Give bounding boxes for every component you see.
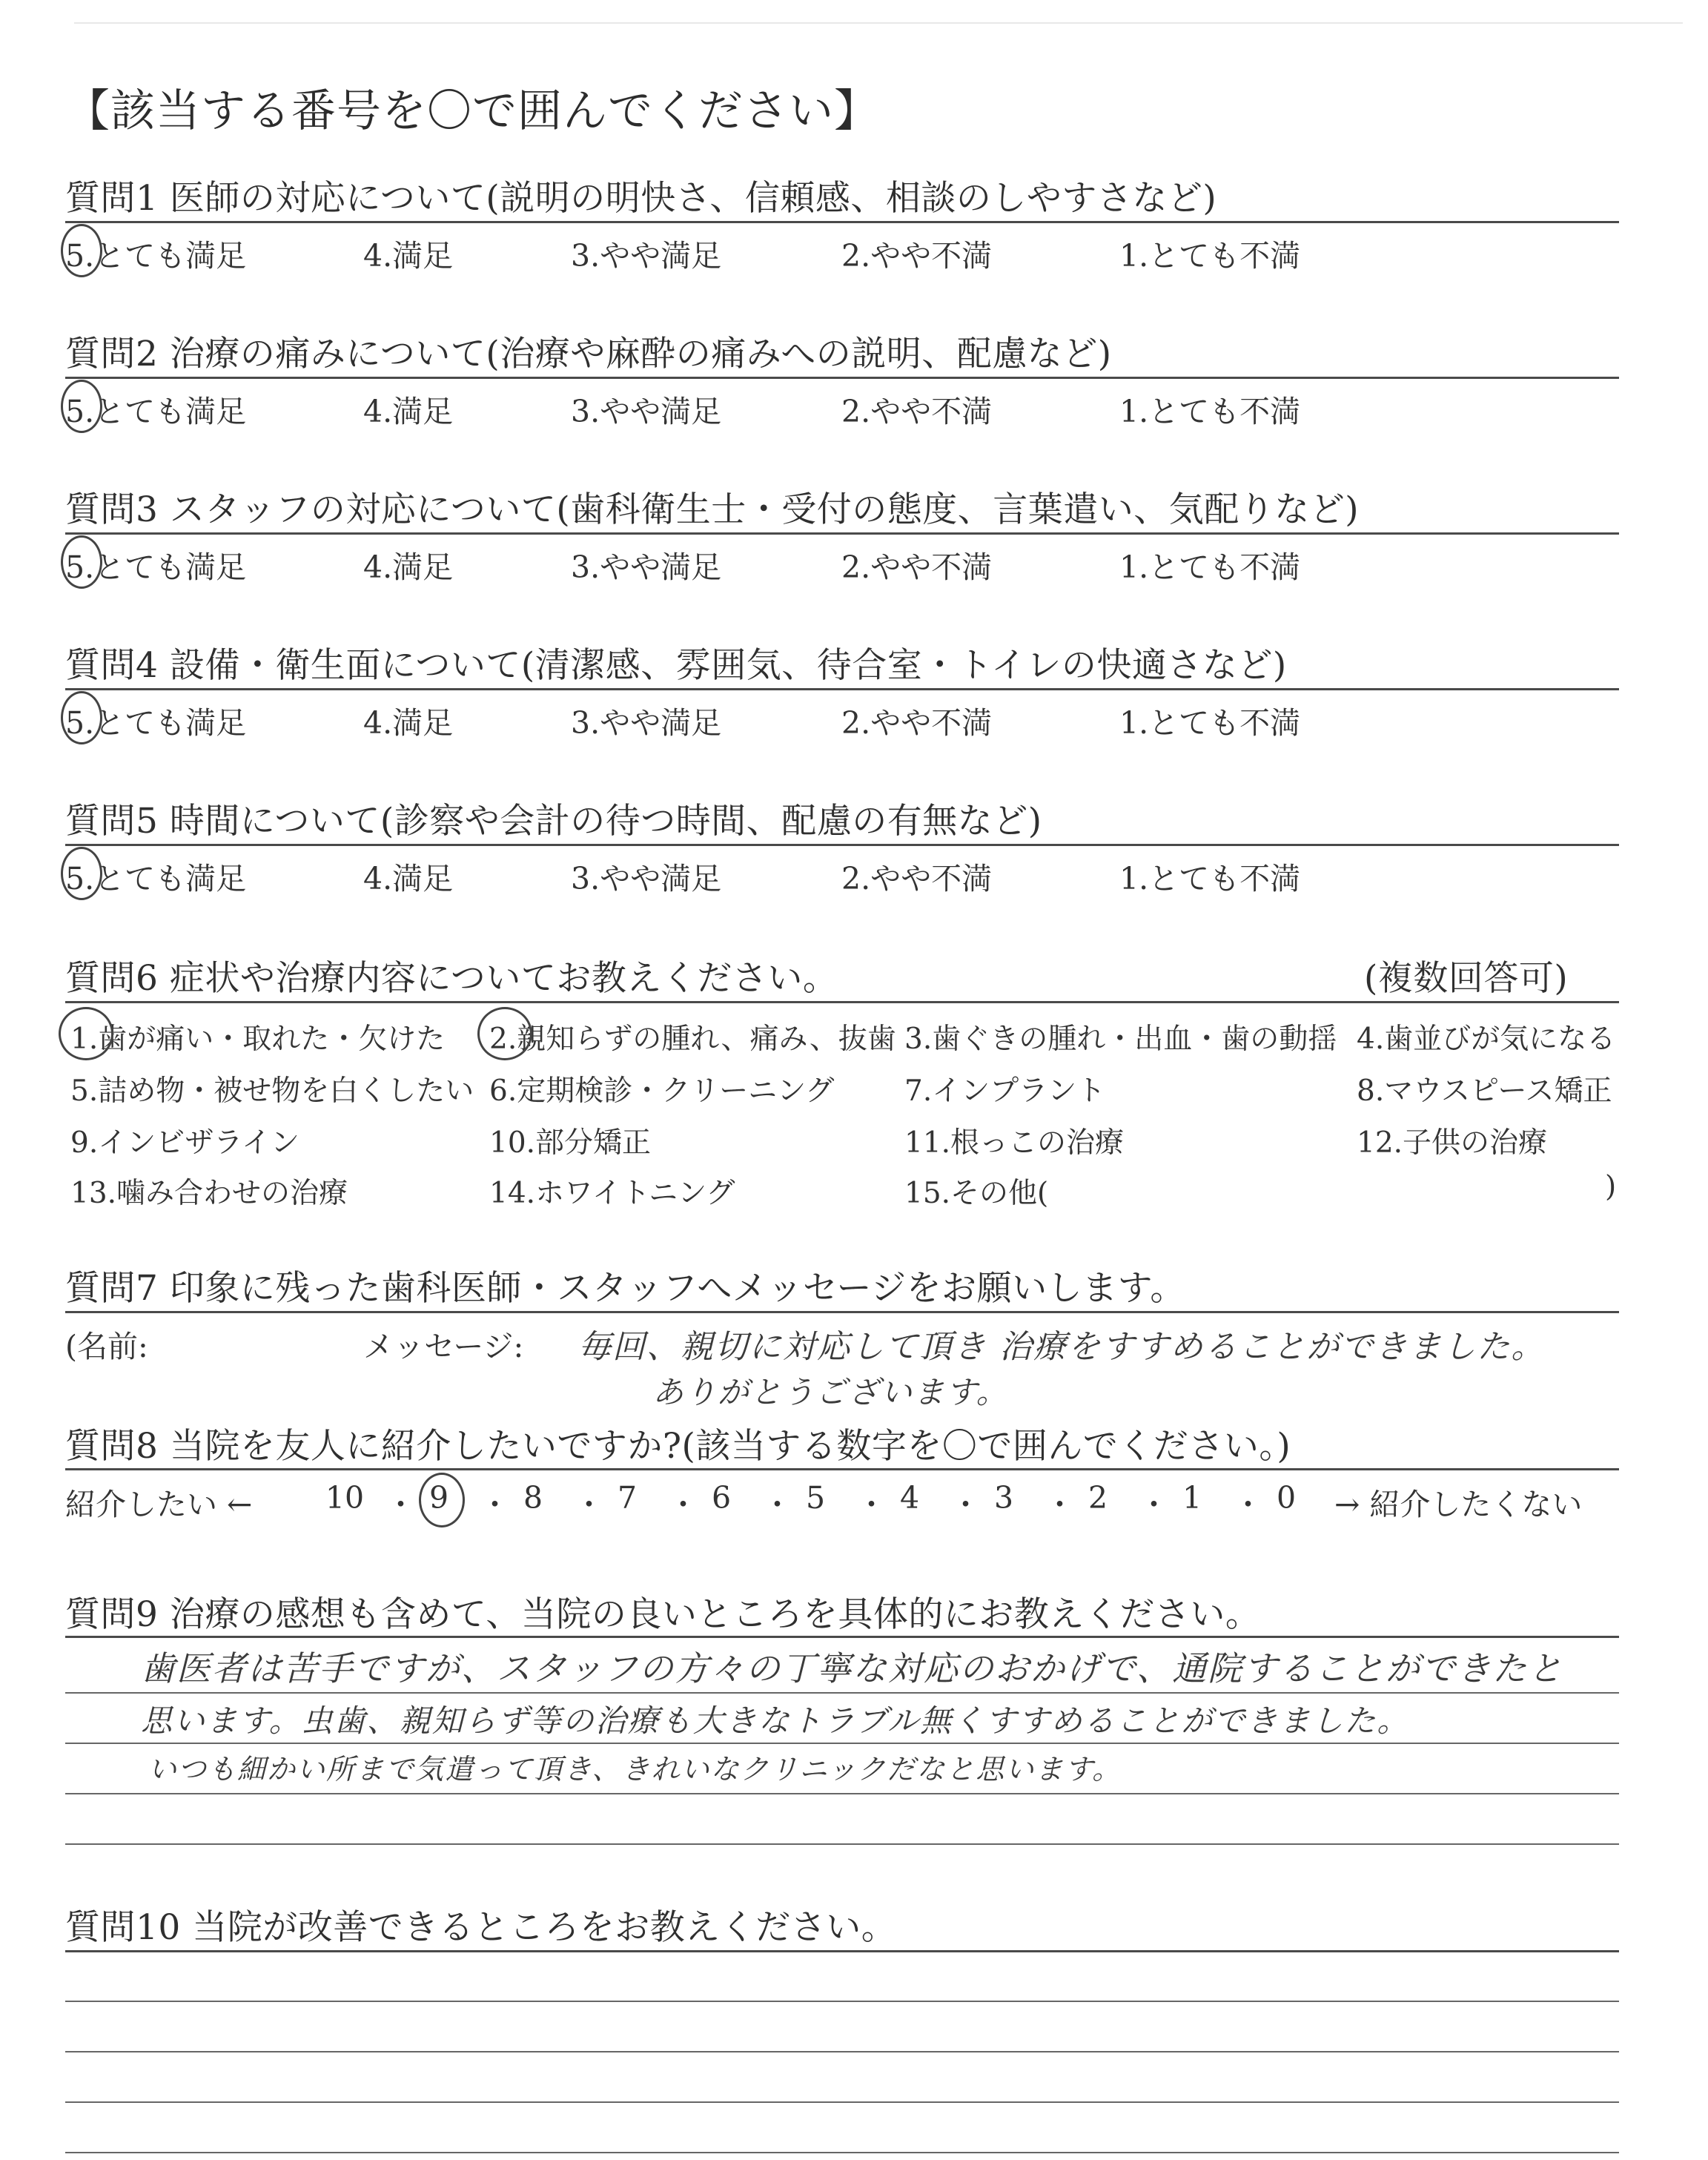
q9-title: 質問9 治療の感想も含めて、当院の良いところを具体的にお教えください。	[65, 1594, 1261, 1635]
q8-scale-separator: ・	[762, 1487, 792, 1522]
q7-title: 質問7 印象に残った歯科医師・スタッフへメッセージをお願いします。	[65, 1268, 1185, 1309]
q2-option-3[interactable]: 3.やや満足	[571, 394, 722, 429]
q6-option-6[interactable]: 6.定期検診・クリーニング	[489, 1074, 835, 1108]
q1-option-4[interactable]: 4.満足	[363, 238, 454, 274]
q7-name-label: (名前:	[65, 1329, 148, 1364]
q5-title: 質問5 時間について(診察や会計の待つ時間、配慮の有無など)	[65, 801, 1042, 842]
q8-left-label: 紹介したい ←	[65, 1487, 253, 1522]
q4-rule	[65, 688, 1619, 690]
q5-rule	[65, 844, 1619, 846]
q4-option-1[interactable]: 1.とても不満	[1119, 705, 1301, 741]
q6-selected-circle-2	[477, 1007, 532, 1060]
q5-option-2[interactable]: 2.やや不満	[841, 861, 993, 896]
q6-option-2[interactable]: 2.親知らずの腫れ、痛み、抜歯	[489, 1023, 896, 1056]
q8-scale-8[interactable]: 8	[523, 1480, 543, 1516]
q6-note: (複数回答可)	[1364, 958, 1569, 999]
q6-option-9[interactable]: 9.インビザライン	[70, 1126, 300, 1160]
q10-rule-1	[65, 2001, 1619, 2002]
q3-title: 質問3 スタッフの対応について(歯科衛生士・受付の態度、言葉遣い、気配りなど)	[65, 489, 1360, 530]
q2-title: 質問2 治療の痛みについて(治療や麻酔の痛みへの説明、配慮など)	[65, 334, 1112, 374]
q8-title: 質問8 当院を友人に紹介したいですか?(該当する数字を〇で囲んでください。)	[65, 1426, 1291, 1467]
q9-rule-0	[65, 1636, 1619, 1638]
q3-rule	[65, 532, 1619, 535]
q6-option-16[interactable]: )	[1605, 1170, 1617, 1203]
q1-rule	[65, 221, 1619, 223]
q8-scale-5[interactable]: 5	[805, 1480, 826, 1516]
q3-selected-circle	[61, 535, 102, 589]
q4-option-4[interactable]: 4.満足	[363, 705, 454, 741]
q8-scale-separator: ・	[1139, 1487, 1169, 1522]
q5-selected-circle	[61, 847, 102, 900]
q8-scale-separator: ・	[1233, 1487, 1263, 1522]
q10-rule-3	[65, 2101, 1619, 2103]
q2-option-5[interactable]: 5.とても満足	[65, 394, 247, 429]
q9-answer-line-2: 思います。虫歯、親知らず等の治療も大きなトラブル無くすすめることができました。	[141, 1702, 1410, 1739]
q5-option-1[interactable]: 1.とても不満	[1119, 861, 1301, 896]
q3-option-5[interactable]: 5.とても満足	[65, 549, 247, 585]
q2-option-1[interactable]: 1.とても不満	[1119, 394, 1301, 429]
q7-rule	[65, 1311, 1619, 1313]
q6-option-10[interactable]: 10.部分矯正	[489, 1126, 652, 1160]
q3-option-3[interactable]: 3.やや満足	[571, 549, 722, 585]
q6-option-8[interactable]: 8.マウスピース矯正	[1357, 1074, 1612, 1108]
q1-title: 質問1 医師の対応について(説明の明快さ、信頼感、相談のしやすさなど)	[65, 178, 1217, 219]
q1-option-3[interactable]: 3.やや満足	[571, 238, 722, 274]
q4-option-3[interactable]: 3.やや満足	[571, 705, 722, 741]
q9-answer-line-1: 歯医者は苦手ですが、スタッフの方々の丁寧な対応のおかげで、通院することができたと	[141, 1648, 1564, 1688]
q8-scale-separator: ・	[480, 1487, 510, 1522]
q7-message-line-1: 毎回、親切に対応して頂き 治療をすすめることができました。	[578, 1328, 1546, 1366]
q6-option-15[interactable]: 15.その他(	[904, 1177, 1049, 1210]
q5-option-3[interactable]: 3.やや満足	[571, 861, 722, 896]
q1-selected-circle	[61, 224, 102, 277]
q2-option-4[interactable]: 4.満足	[363, 394, 454, 429]
q5-option-4[interactable]: 4.満足	[363, 861, 454, 896]
q8-scale-0[interactable]: 0	[1276, 1480, 1297, 1516]
q9-answer-line-3: いつも細かい所まで気遣って頂き、きれいなクリニックだなと思います。	[148, 1753, 1122, 1786]
q9-rule-4	[65, 1843, 1619, 1845]
q6-option-4[interactable]: 4.歯並びが気になる	[1357, 1023, 1616, 1056]
q8-scale-separator: ・	[950, 1487, 981, 1522]
q8-scale-9[interactable]: 9	[428, 1480, 449, 1516]
q6-title: 質問6 症状や治療内容についてお教えください。	[65, 958, 838, 999]
q9-rule-3	[65, 1793, 1619, 1794]
q6-option-12[interactable]: 12.子供の治療	[1357, 1126, 1548, 1160]
q8-scale-10[interactable]: 10	[325, 1480, 365, 1516]
q5-option-5[interactable]: 5.とても満足	[65, 861, 247, 896]
q8-scale-separator: ・	[856, 1487, 887, 1522]
q4-title: 質問4 設備・衛生面について(清潔感、雰囲気、待合室・トイレの快適さなど)	[65, 645, 1287, 686]
q8-right-label: → 紹介したくない	[1334, 1487, 1583, 1522]
q6-option-5[interactable]: 5.詰め物・被せ物を白くしたい	[70, 1074, 474, 1108]
q7-message-line-2: ありがとうございます。	[652, 1374, 1009, 1410]
q1-option-5[interactable]: 5.とても満足	[65, 238, 247, 274]
q6-selected-circle-1	[59, 1007, 113, 1060]
q8-scale-2[interactable]: 2	[1088, 1480, 1108, 1516]
q4-selected-circle	[61, 691, 102, 744]
q3-option-2[interactable]: 2.やや不満	[841, 549, 993, 585]
page-title: 【該当する番号を〇で囲んでください】	[65, 85, 879, 137]
scan-top-edge	[74, 22, 1683, 24]
q9-rule-1	[65, 1692, 1619, 1694]
q8-scale-6[interactable]: 6	[711, 1480, 732, 1516]
q10-rule-4	[65, 2152, 1619, 2153]
q8-scale-separator: ・	[385, 1487, 416, 1522]
q6-option-11[interactable]: 11.根っこの治療	[904, 1126, 1125, 1160]
q10-rule-0	[65, 1950, 1619, 1952]
q6-option-13[interactable]: 13.噛み合わせの治療	[70, 1177, 348, 1210]
q2-rule	[65, 377, 1619, 379]
q8-scale-4[interactable]: 4	[899, 1480, 920, 1516]
q8-scale-7[interactable]: 7	[617, 1480, 638, 1516]
q2-selected-circle	[61, 380, 102, 433]
q2-option-2[interactable]: 2.やや不満	[841, 394, 993, 429]
q3-option-1[interactable]: 1.とても不満	[1119, 549, 1301, 585]
q8-scale-separator: ・	[574, 1487, 604, 1522]
q8-selected-circle	[419, 1473, 465, 1527]
q6-option-14[interactable]: 14.ホワイトニング	[489, 1177, 735, 1210]
q10-rule-2	[65, 2051, 1619, 2052]
q8-scale-1[interactable]: 1	[1182, 1480, 1202, 1516]
q10-title: 質問10 当院が改善できるところをお教えください。	[65, 1907, 897, 1948]
q6-option-3[interactable]: 3.歯ぐきの腫れ・出血・歯の動揺	[904, 1023, 1337, 1056]
q8-scale-separator: ・	[668, 1487, 698, 1522]
q9-rule-2	[65, 1743, 1619, 1744]
q1-option-2[interactable]: 2.やや不満	[841, 238, 993, 274]
q4-option-2[interactable]: 2.やや不満	[841, 705, 993, 741]
q6-rule	[65, 1001, 1619, 1003]
q6-option-7[interactable]: 7.インプラント	[904, 1074, 1106, 1108]
q8-scale-3[interactable]: 3	[993, 1480, 1014, 1516]
q3-option-4[interactable]: 4.満足	[363, 549, 454, 585]
q8-scale-separator: ・	[1045, 1487, 1075, 1522]
q6-option-1[interactable]: 1.歯が痛い・取れた・欠けた	[70, 1023, 446, 1056]
q7-message-label: メッセージ:	[363, 1329, 524, 1364]
q4-option-5[interactable]: 5.とても満足	[65, 705, 247, 741]
q1-option-1[interactable]: 1.とても不満	[1119, 238, 1301, 274]
q8-rule	[65, 1468, 1619, 1470]
